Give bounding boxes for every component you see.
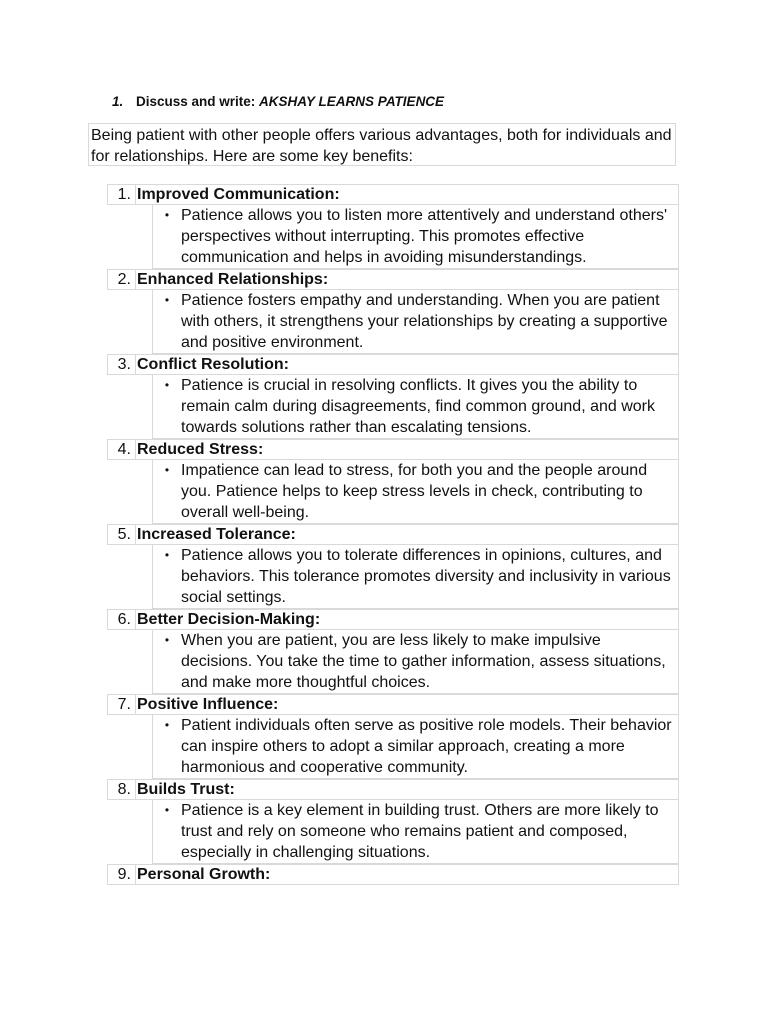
intro-paragraph: Being patient with other people offers various advantages, both for individuals and for relationships. Here are some key benefits: — [88, 123, 676, 166]
benefit-heading — [107, 864, 679, 885]
benefit-text: Impatience can lead to stress, for both you and the people around you. Patience helps to keep stress levels in check, contributing to overall well-being. — [181, 462, 648, 521]
benefit-detail — [107, 375, 679, 439]
assignment-heading — [112, 93, 444, 111]
benefits-list — [107, 184, 679, 885]
benefit-text: Patient individuals often serve as positive role models. Their behavior can inspire others to adopt a similar approach, creating a more harmonious and cooperative community. — [181, 717, 672, 776]
benefit-label: Builds Trust: — [135, 779, 679, 800]
benefit-text: Patience allows you to tolerate differences in opinions, cultures, and behaviors. This tolerance promotes diversity and inclusivity in various social settings. — [181, 547, 671, 606]
benefit-detail — [107, 290, 679, 354]
bullet-icon: • — [164, 378, 170, 392]
benefit-label: Reduced Stress: — [135, 439, 679, 460]
benefit-text: Patience allows you to listen more attentively and understand others' perspectives without interrupting. This promotes effective communication and helps in avoiding misunderstandings. — [181, 207, 667, 266]
heading-prefix: Discuss and write: — [136, 94, 260, 109]
benefit-heading — [107, 779, 679, 800]
benefit-detail — [107, 630, 679, 694]
heading-title: AKSHAY LEARNS PATIENCE — [259, 94, 445, 109]
benefit-detail — [107, 205, 679, 269]
benefit-label: Personal Growth: — [135, 864, 679, 885]
benefit-detail — [107, 460, 679, 524]
bullet-icon: • — [164, 803, 170, 817]
bullet-icon: • — [164, 208, 170, 222]
bullet-icon: • — [164, 548, 170, 562]
benefit-label: Increased Tolerance: — [135, 524, 679, 545]
benefit-number: 8. — [107, 779, 135, 800]
benefit-label: Better Decision-Making: — [135, 609, 679, 630]
benefit-number: 4. — [107, 439, 135, 460]
bullet-icon: • — [164, 463, 170, 477]
benefit-label: Improved Communication: — [135, 184, 679, 205]
benefit-number: 3. — [107, 354, 135, 375]
benefit-heading — [107, 184, 679, 205]
benefit-number: 7. — [107, 694, 135, 715]
benefit-label: Positive Influence: — [135, 694, 679, 715]
benefit-text: Patience is a key element in building trust. Others are more likely to trust and rely on someone who remains patient and composed, especially in challenging situations. — [181, 802, 659, 861]
benefit-number: 2. — [107, 269, 135, 290]
benefit-label: Conflict Resolution: — [135, 354, 679, 375]
benefit-text: Patience fosters empathy and understanding. When you are patient with others, it strengthens your relationships by creating a supportive and positive environment. — [181, 292, 668, 351]
bullet-icon: • — [164, 633, 170, 647]
benefit-text: Patience is crucial in resolving conflicts. It gives you the ability to remain calm during disagreements, find common ground, and work towards solutions rather than escalating tensions. — [181, 377, 656, 436]
benefit-heading — [107, 524, 679, 545]
benefit-number: 5. — [107, 524, 135, 545]
benefit-heading — [107, 694, 679, 715]
benefit-text: When you are patient, you are less likely to make impulsive decisions. You take the time to gather information, assess situations, and make more thoughtful choices. — [181, 632, 666, 691]
bullet-icon: • — [164, 293, 170, 307]
benefit-heading — [107, 269, 679, 290]
benefit-detail — [107, 545, 679, 609]
bullet-icon: • — [164, 718, 170, 732]
benefit-heading — [107, 439, 679, 460]
benefit-number: 6. — [107, 609, 135, 630]
benefit-heading — [107, 354, 679, 375]
benefit-detail — [107, 715, 679, 779]
benefit-label: Enhanced Relationships: — [135, 269, 679, 290]
benefit-number: 9. — [107, 864, 135, 885]
benefit-detail — [107, 800, 679, 864]
benefit-number: 1. — [107, 184, 135, 205]
heading-number: 1. — [112, 94, 124, 109]
benefit-heading — [107, 609, 679, 630]
